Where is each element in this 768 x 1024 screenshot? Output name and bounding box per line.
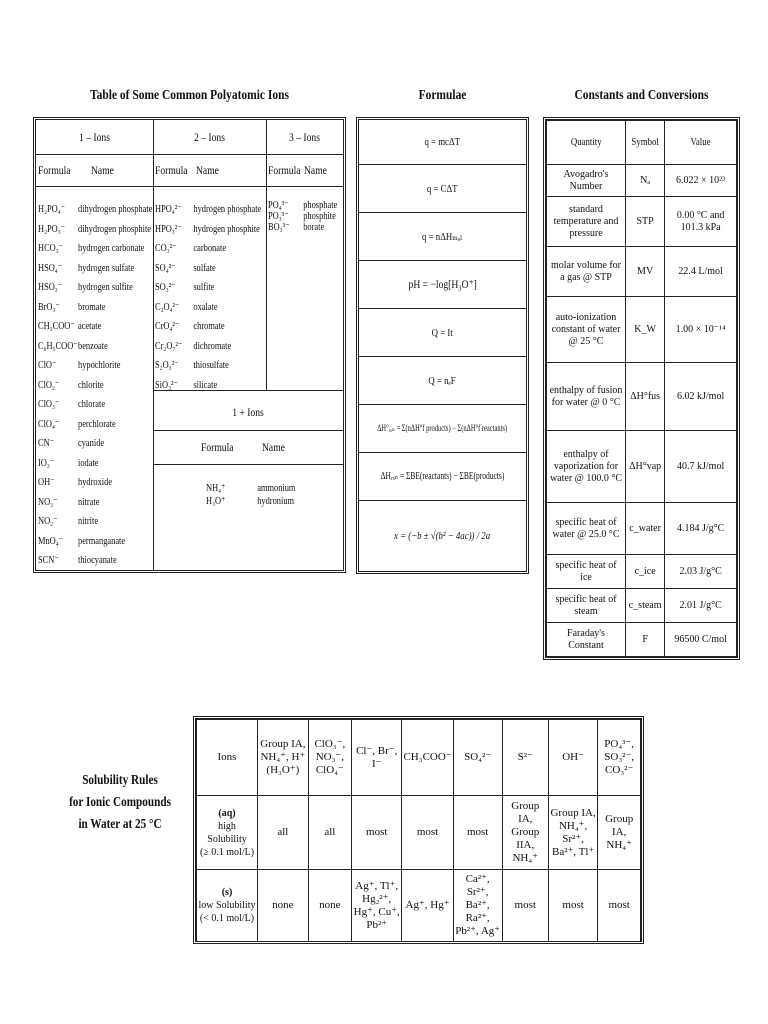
ion-name: hydronium — [257, 496, 295, 507]
formula-header-plus: Formula — [201, 440, 234, 454]
ion-formula: IO₃⁻ — [38, 457, 55, 469]
group-2-ions-header: 2 – Ions — [194, 130, 225, 144]
ion-formula: CH₃COO⁻ — [38, 321, 75, 332]
solubility-header-cell: ClO₃⁻, NO₃⁻, ClO₄⁻ — [308, 720, 351, 796]
constants-symbol: STP — [626, 197, 665, 247]
formula-header-3: Formula — [268, 163, 301, 177]
ion-row — [268, 211, 337, 222]
ion-row — [155, 317, 261, 337]
ion-name: dichromate — [193, 340, 232, 352]
constants-quantity: specific heat of water @ 25.0 °C — [547, 503, 626, 555]
constants-value: 4.184 J/g°C — [665, 503, 737, 555]
constants-symbol: F — [626, 623, 665, 657]
constants-value: 0.00 °C and 101.3 kPa — [665, 197, 737, 247]
formulae-box — [356, 117, 529, 574]
constants-row — [547, 363, 737, 431]
solubility-header-cell: S²⁻ — [502, 720, 548, 796]
ion-row — [38, 434, 152, 454]
ions-plus-list — [206, 482, 295, 508]
constants-quantity: enthalpy of fusion for water @ 0 °C — [547, 363, 626, 431]
solubility-s-cell: none — [308, 870, 351, 942]
constants-quantity: auto-ionization constant of water @ 25 °C — [547, 297, 626, 363]
formula-heat-mass: q = mcΔT — [424, 136, 461, 148]
constants-symbol: ΔH°fus — [626, 363, 665, 431]
ion-formula: BO₃³⁻ — [268, 222, 290, 233]
ion-name: chlorite — [78, 379, 104, 391]
solubility-header-cell: OH⁻ — [548, 720, 598, 796]
constants-symbol: ΔH°vap — [626, 431, 665, 503]
ion-name: hypochlorite — [78, 360, 121, 371]
ion-row — [155, 259, 261, 279]
solubility-header-cell: PO₄³⁻, SO₃²⁻, CO₃²⁻ — [598, 720, 641, 796]
constants-value: 6.022 × 10²³ — [665, 165, 737, 197]
ion-formula: HPO₄²⁻ — [155, 204, 182, 215]
ion-name: ammonium — [257, 483, 296, 494]
ion-name: cyanide — [78, 438, 105, 449]
solubility-header-cell: Ions — [197, 720, 258, 796]
solubility-header-cell: Group IA, NH₄⁺, H⁺ (H₃O⁺) — [258, 720, 309, 796]
ion-formula: H₂PO₃⁻ — [38, 223, 66, 235]
ion-name: hydrogen phosphate — [193, 204, 262, 215]
constants-value: 40.7 kJ/mol — [665, 431, 737, 503]
ion-formula: C₂O₄²⁻ — [155, 301, 180, 313]
ion-row — [38, 376, 152, 396]
formula-header-2: Formula — [155, 163, 188, 177]
ion-formula: HPO₃²⁻ — [155, 223, 182, 235]
constants-value: 96500 C/mol — [665, 623, 737, 657]
solubility-header-cell: SO₄²⁻ — [453, 720, 502, 796]
solubility-s-cell: none — [258, 870, 309, 942]
solubility-title: Solubility Rules for Ionic Compounds in Water at 25 °C — [69, 773, 171, 832]
solubility-aq-cell: all — [258, 796, 309, 870]
constants-quantity: specific heat of ice — [547, 555, 626, 589]
solubility-s-cell: Ag⁺, Hg⁺ — [402, 870, 453, 942]
constants-header-symbol: Symbol — [631, 136, 659, 148]
constants-symbol: c_water — [626, 503, 665, 555]
polyatomic-ions-table — [33, 117, 346, 573]
ion-row — [38, 317, 152, 337]
formula-ph: pH = −log[H₃O⁺] — [408, 277, 477, 291]
ion-row — [38, 551, 152, 571]
constants-table — [543, 117, 740, 660]
ion-formula: ClO⁻ — [38, 360, 57, 371]
polyatomic-title: Table of Some Common Polyatomic Ions — [90, 88, 289, 103]
ions-3-list — [268, 200, 337, 233]
constants-title: Constants and Conversions — [574, 88, 709, 103]
name-header-plus: Name — [262, 440, 285, 454]
ion-name: hydrogen phosphite — [193, 223, 260, 235]
solubility-aq-cell: Group IA, NH₄⁺, Sr²⁺, Ba²⁺, Tl⁺ — [548, 796, 598, 870]
ion-name: dihydrogen phosphite — [78, 223, 152, 235]
formulae-title: Formulae — [418, 88, 467, 103]
ions-2-list — [155, 200, 261, 395]
ion-row — [38, 220, 152, 240]
group-plus-ions-header: 1 + Ions — [232, 405, 264, 419]
solubility-header-cell: Cl⁻, Br⁻, I⁻ — [352, 720, 402, 796]
ion-name: chromate — [193, 321, 225, 332]
constants-quantity: standard temperature and pressure — [547, 197, 626, 247]
constants-value: 2.03 J/g°C — [665, 555, 737, 589]
ion-row — [38, 415, 152, 435]
ion-name: chlorate — [78, 399, 106, 410]
constants-quantity: specific heat of steam — [547, 589, 626, 623]
constants-header-value: Value — [690, 136, 711, 148]
ion-row — [38, 278, 152, 298]
ion-formula: Cr₂O₇²⁻ — [155, 340, 183, 352]
ion-formula: CO₃²⁻ — [155, 243, 177, 254]
ion-name: thiosulfate — [193, 360, 229, 371]
ion-formula: SO₃²⁻ — [155, 282, 176, 293]
ion-name: phosphite — [303, 211, 336, 222]
solubility-row-label — [197, 870, 258, 942]
solubility-s-cell: most — [598, 870, 641, 942]
solubility-label-line: (aq) — [218, 807, 236, 819]
constants-value: 2.01 J/g°C — [665, 589, 737, 623]
solubility-s-cell: most — [548, 870, 598, 942]
ion-formula: HSO₄⁻ — [38, 262, 63, 274]
ion-formula: HSO₃⁻ — [38, 282, 63, 293]
ion-formula: SiO₃²⁻ — [155, 379, 178, 391]
ion-row — [38, 356, 152, 376]
constants-value: 22.4 L/mol — [665, 247, 737, 297]
ion-row — [155, 337, 261, 357]
ion-formula: NO₃⁻ — [38, 496, 58, 508]
ion-name: carbonate — [193, 243, 227, 254]
ion-name: borate — [303, 222, 325, 233]
constants-row — [547, 431, 737, 503]
ion-formula: PO₃³⁻ — [268, 211, 289, 222]
solubility-aq-cell: most — [402, 796, 453, 870]
ion-row — [38, 200, 152, 220]
solubility-table — [193, 716, 644, 944]
ion-formula: H₃O⁺ — [206, 496, 226, 507]
ion-row — [155, 356, 261, 376]
solubility-label-line: high Solubility — [207, 820, 247, 845]
ion-row — [38, 298, 152, 318]
group-3-ions-header: 3 – Ions — [289, 130, 320, 144]
ion-name: hydrogen sulfate — [78, 262, 135, 274]
ion-formula: ClO₂⁻ — [38, 379, 60, 391]
solubility-header-cell: CH₃COO⁻ — [402, 720, 453, 796]
ion-formula: H₂PO₄⁻ — [38, 204, 66, 215]
ion-row — [155, 278, 261, 298]
ion-name: sulfate — [193, 262, 216, 274]
ion-name: phosphate — [303, 200, 338, 211]
ion-name: permanganate — [78, 535, 126, 547]
constants-symbol: c_ice — [626, 555, 665, 589]
solubility-aq-cell: all — [308, 796, 351, 870]
solubility-label-line: (≥ 0.1 mol/L) — [199, 846, 255, 858]
ion-row — [38, 473, 152, 493]
ion-name: oxalate — [193, 301, 218, 313]
formula-header-1: Formula — [38, 163, 71, 177]
constants-row — [547, 503, 737, 555]
solubility-label-line: low Solubility — [198, 900, 256, 911]
ion-row — [155, 200, 261, 220]
constants-quantity: molar volume for a gas @ STP — [547, 247, 626, 297]
name-header-1: Name — [91, 163, 114, 177]
solubility-row-label — [197, 796, 258, 870]
ion-formula: SO₄²⁻ — [155, 262, 176, 274]
constants-symbol: c_steam — [626, 589, 665, 623]
constants-row — [547, 197, 737, 247]
ion-row — [268, 222, 337, 233]
ion-formula: ClO₄⁻ — [38, 418, 60, 430]
ion-formula: NH₄⁺ — [206, 483, 226, 494]
ion-row — [206, 482, 295, 495]
solubility-header-row — [197, 720, 641, 796]
ion-formula: HCO₃⁻ — [38, 243, 64, 254]
solubility-s-cell: most — [502, 870, 548, 942]
ion-name: dihydrogen phosphate — [78, 204, 153, 215]
ion-row — [38, 512, 152, 532]
ion-formula: MnO₄⁻ — [38, 535, 64, 547]
formula-charge: Q = It — [431, 326, 454, 339]
ion-name: benzoate — [78, 340, 108, 352]
ion-formula: NO₂⁻ — [38, 516, 58, 527]
constants-header-quantity: Quantity — [570, 136, 602, 148]
ion-name: thiocyanate — [78, 555, 117, 566]
ion-row — [38, 454, 152, 474]
ion-name: nitrate — [78, 496, 100, 508]
ion-formula: S₂O₃²⁻ — [155, 360, 179, 371]
name-header-2: Name — [196, 163, 219, 177]
ion-name: hydrogen carbonate — [78, 243, 145, 254]
solubility-s-cell: Ca²⁺, Sr²⁺, Ba²⁺, Ra²⁺, Pb²⁺, Ag⁺ — [453, 870, 502, 942]
name-header-3: Name — [304, 163, 327, 177]
solubility-s-row — [197, 870, 641, 942]
ions-1-list — [38, 200, 152, 571]
ion-formula: OH⁻ — [38, 477, 55, 488]
ion-formula: CrO₄²⁻ — [155, 321, 180, 332]
group-1-ions-header: 1 – Ions — [79, 130, 110, 144]
ion-name: bromate — [78, 301, 106, 313]
solubility-label-line: (< 0.1 mol/L) — [199, 913, 255, 924]
solubility-aq-row — [197, 796, 641, 870]
ion-formula: PO₄³⁻ — [268, 200, 289, 211]
ion-name: hydroxide — [78, 477, 113, 488]
formula-enthalpy-formation: ΔH°ᵣₓₙ = Σ(nΔH°f products) − Σ(nΔH°f reactants) — [377, 423, 508, 433]
constants-value: 6.02 kJ/mol — [665, 363, 737, 431]
constants-quantity: Avogadro's Number — [547, 165, 626, 197]
constants-row — [547, 589, 737, 623]
ion-name: nitrite — [78, 516, 99, 527]
ion-row — [38, 239, 152, 259]
ion-row — [268, 200, 337, 211]
ion-formula: C₆H₅COO⁻ — [38, 340, 78, 352]
solubility-s-cell: Ag⁺, Tl⁺, Hg₂²⁺, Hg⁺, Cu⁺, Pb²⁺ — [352, 870, 402, 942]
constants-row — [547, 555, 737, 589]
ion-row — [155, 298, 261, 318]
constants-symbol: K_W — [626, 297, 665, 363]
solubility-aq-cell: most — [352, 796, 402, 870]
ion-name: perchlorate — [78, 418, 116, 430]
ion-row — [38, 532, 152, 552]
ion-row — [38, 493, 152, 513]
formula-molar-enthalpy: q = nΔHₘₒₗ — [422, 231, 463, 243]
constants-value: 1.00 × 10⁻¹⁴ — [665, 297, 737, 363]
ion-name: sulfite — [193, 282, 215, 293]
ion-row — [155, 376, 261, 396]
constants-symbol: MV — [626, 247, 665, 297]
ion-name: hydrogen sulfite — [78, 282, 133, 293]
solubility-aq-cell: Group IA, NH₄⁺ — [598, 796, 641, 870]
ion-formula: SCN⁻ — [38, 555, 59, 566]
ion-formula: ClO₃⁻ — [38, 399, 60, 410]
formula-bond-energy: ΔHᵣₓₙ = ΣBE(reactants) − ΣBE(products) — [380, 471, 505, 482]
formula-heat-capacity: q = CΔT — [427, 182, 458, 195]
solubility-aq-cell: Group IA, Group IIA, NH₄⁺ — [502, 796, 548, 870]
solubility-label-line: (s) — [221, 887, 233, 898]
ion-row — [38, 337, 152, 357]
constants-symbol: Nₐ — [626, 165, 665, 197]
ion-name: iodate — [78, 457, 99, 469]
solubility-aq-cell: most — [453, 796, 502, 870]
constants-quantity: Faraday's Constant — [547, 623, 626, 657]
ion-row — [155, 220, 261, 240]
constants-quantity: enthalpy of vaporization for water @ 100.0 °C — [547, 431, 626, 503]
constants-row — [547, 247, 737, 297]
ion-name: silicate — [193, 379, 218, 391]
ion-formula: CN⁻ — [38, 438, 55, 449]
ion-name: acetate — [78, 321, 102, 332]
ion-row — [38, 259, 152, 279]
formula-quadratic: x = (−b ± √(b² − 4ac)) / 2a — [394, 530, 491, 542]
constants-row — [547, 297, 737, 363]
ion-formula: BrO₃⁻ — [38, 301, 60, 313]
ion-row — [155, 239, 261, 259]
constants-row — [547, 623, 737, 657]
ion-row — [206, 495, 295, 508]
formula-faraday: Q = nₑF — [428, 374, 457, 387]
ion-row — [38, 395, 152, 415]
constants-row — [547, 165, 737, 197]
